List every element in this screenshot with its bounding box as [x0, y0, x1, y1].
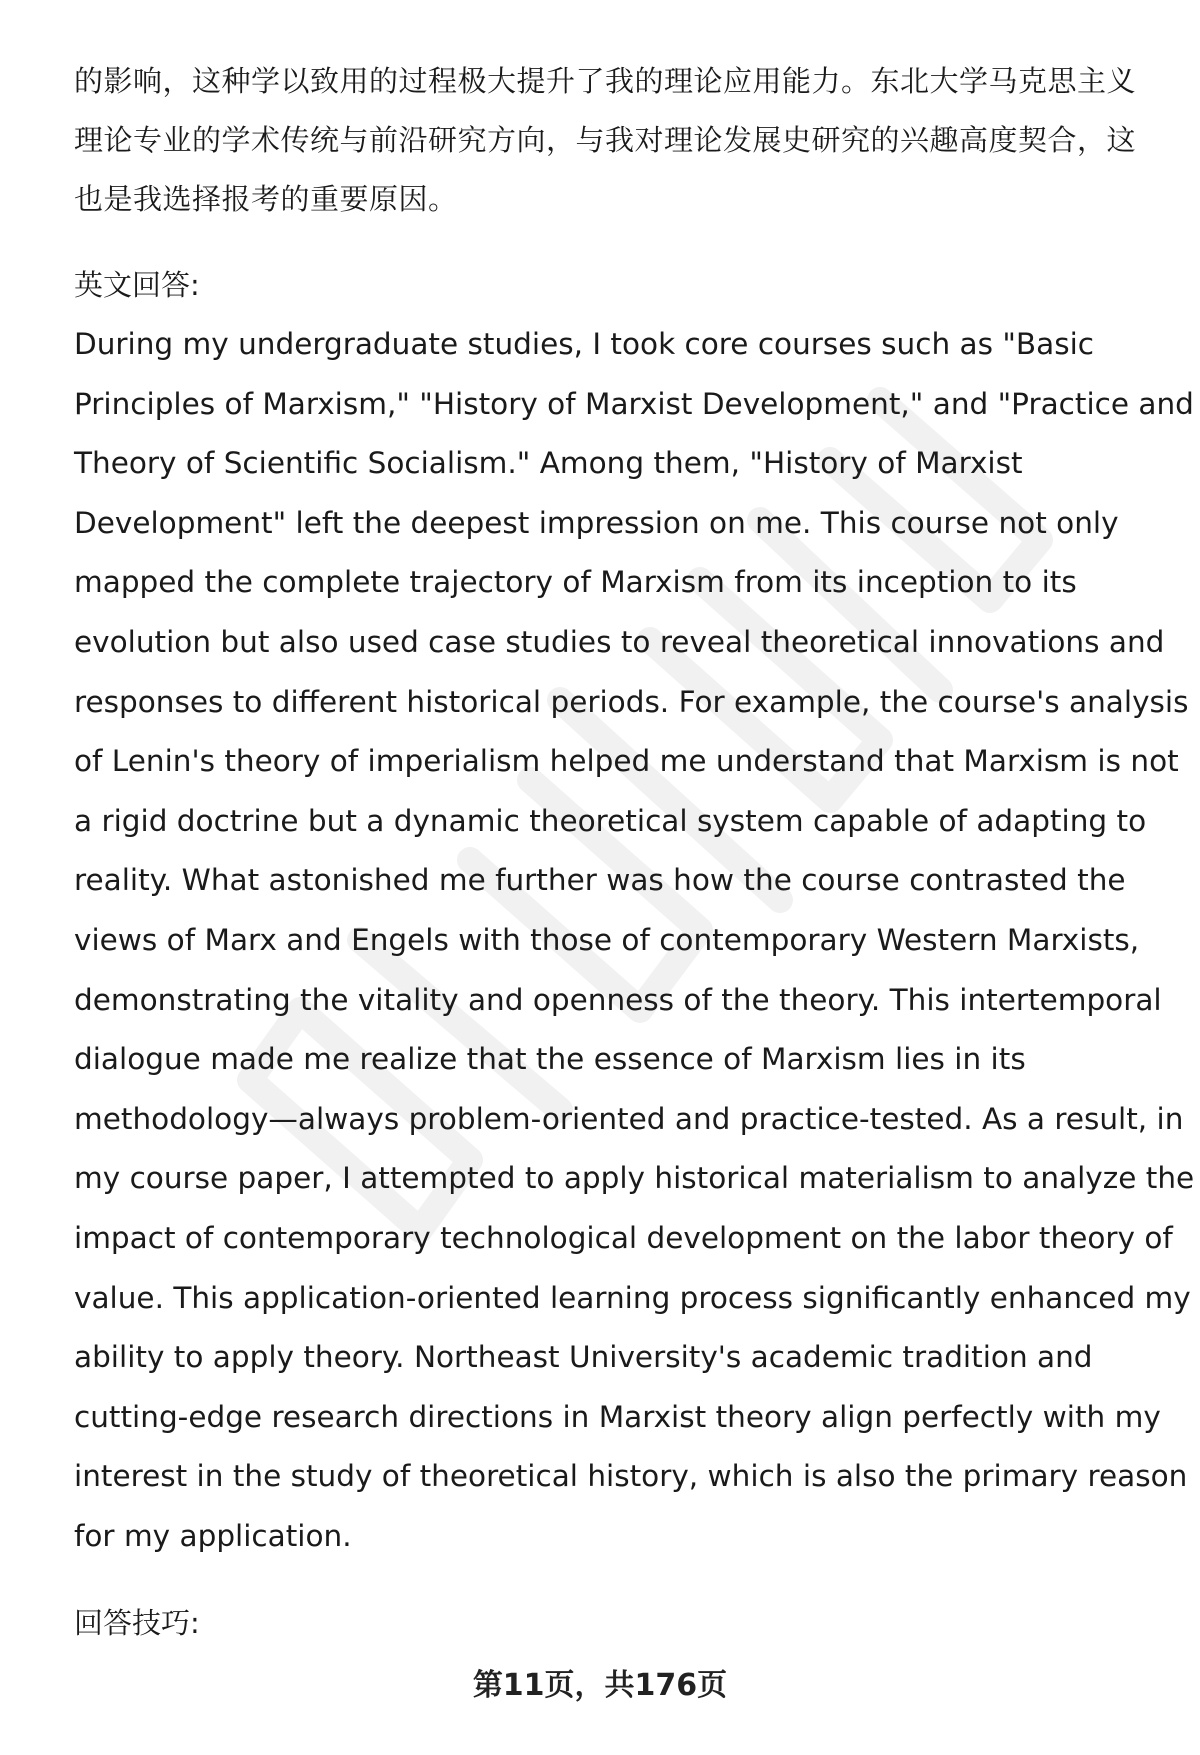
page-footer: 第11页，共176页 — [472, 1668, 728, 1703]
english-line: ability to apply theory. Northeast University's academic tradition and — [74, 1340, 1093, 1375]
english-line: value. This application-oriented learning process significantly enhanced my — [74, 1280, 1191, 1315]
english-paragraph — [74, 315, 1195, 1566]
answer-tips-label: 回答技巧: — [74, 1606, 200, 1641]
chinese-line: 也是我选择报考的重要原因。 — [74, 182, 458, 216]
english-line: dialogue made me realize that the essence of Marxism lies in its — [74, 1042, 1026, 1077]
english-line: During my undergraduate studies, I took core courses such as "Basic — [74, 327, 1095, 361]
english-answer-label: 英文回答: — [74, 268, 200, 302]
english-line: methodology—always problem-oriented and practice-tested. As a result, in — [74, 1101, 1184, 1136]
english-line: demonstrating the vitality and openness of the theory. This intertemporal — [74, 982, 1162, 1017]
english-line: evolution but also used case studies to reveal theoretical innovations and — [74, 624, 1165, 659]
english-line: mapped the complete trajectory of Marxism from its inception to its — [74, 565, 1077, 600]
english-line: my course paper, I attempted to apply historical materialism to analyze the — [74, 1161, 1195, 1196]
english-line: cutting-edge research directions in Marxist theory align perfectly with my — [74, 1399, 1161, 1434]
chinese-line: 的影响，这种学以致用的过程极大提升了我的理论应用能力。东北大学马克思主义 — [74, 64, 1137, 98]
english-line: views of Marx and Engels with those of contemporary Western Marxists, — [74, 922, 1140, 957]
english-line: Development" left the deepest impression on me. This course not only — [74, 505, 1119, 540]
english-line: responses to different historical periods. For example, the course's analysis — [74, 684, 1189, 719]
english-line: a rigid doctrine but a dynamic theoretical system capable of adapting to — [74, 803, 1147, 838]
content-area — [74, 52, 1195, 1653]
english-line: of Lenin's theory of imperialism helped me understand that Marxism is not — [74, 744, 1179, 779]
english-line: Theory of Scientific Socialism." Among them, "History of Marxist — [74, 446, 1023, 481]
chinese-paragraph — [74, 52, 1154, 229]
english-line: impact of contemporary technological development on the labor theory of — [74, 1220, 1173, 1255]
english-line: interest in the study of theoretical history, which is also the primary reason — [74, 1459, 1188, 1494]
english-line: Principles of Marxism," "History of Marxist Development," and "Practice and — [74, 386, 1194, 421]
english-line: reality. What astonished me further was how the course contrasted the — [74, 863, 1126, 898]
chinese-line: 理论专业的学术传统与前沿研究方向，与我对理论发展史研究的兴趣高度契合，这 — [74, 123, 1137, 157]
english-line: for my application. — [74, 1518, 352, 1553]
